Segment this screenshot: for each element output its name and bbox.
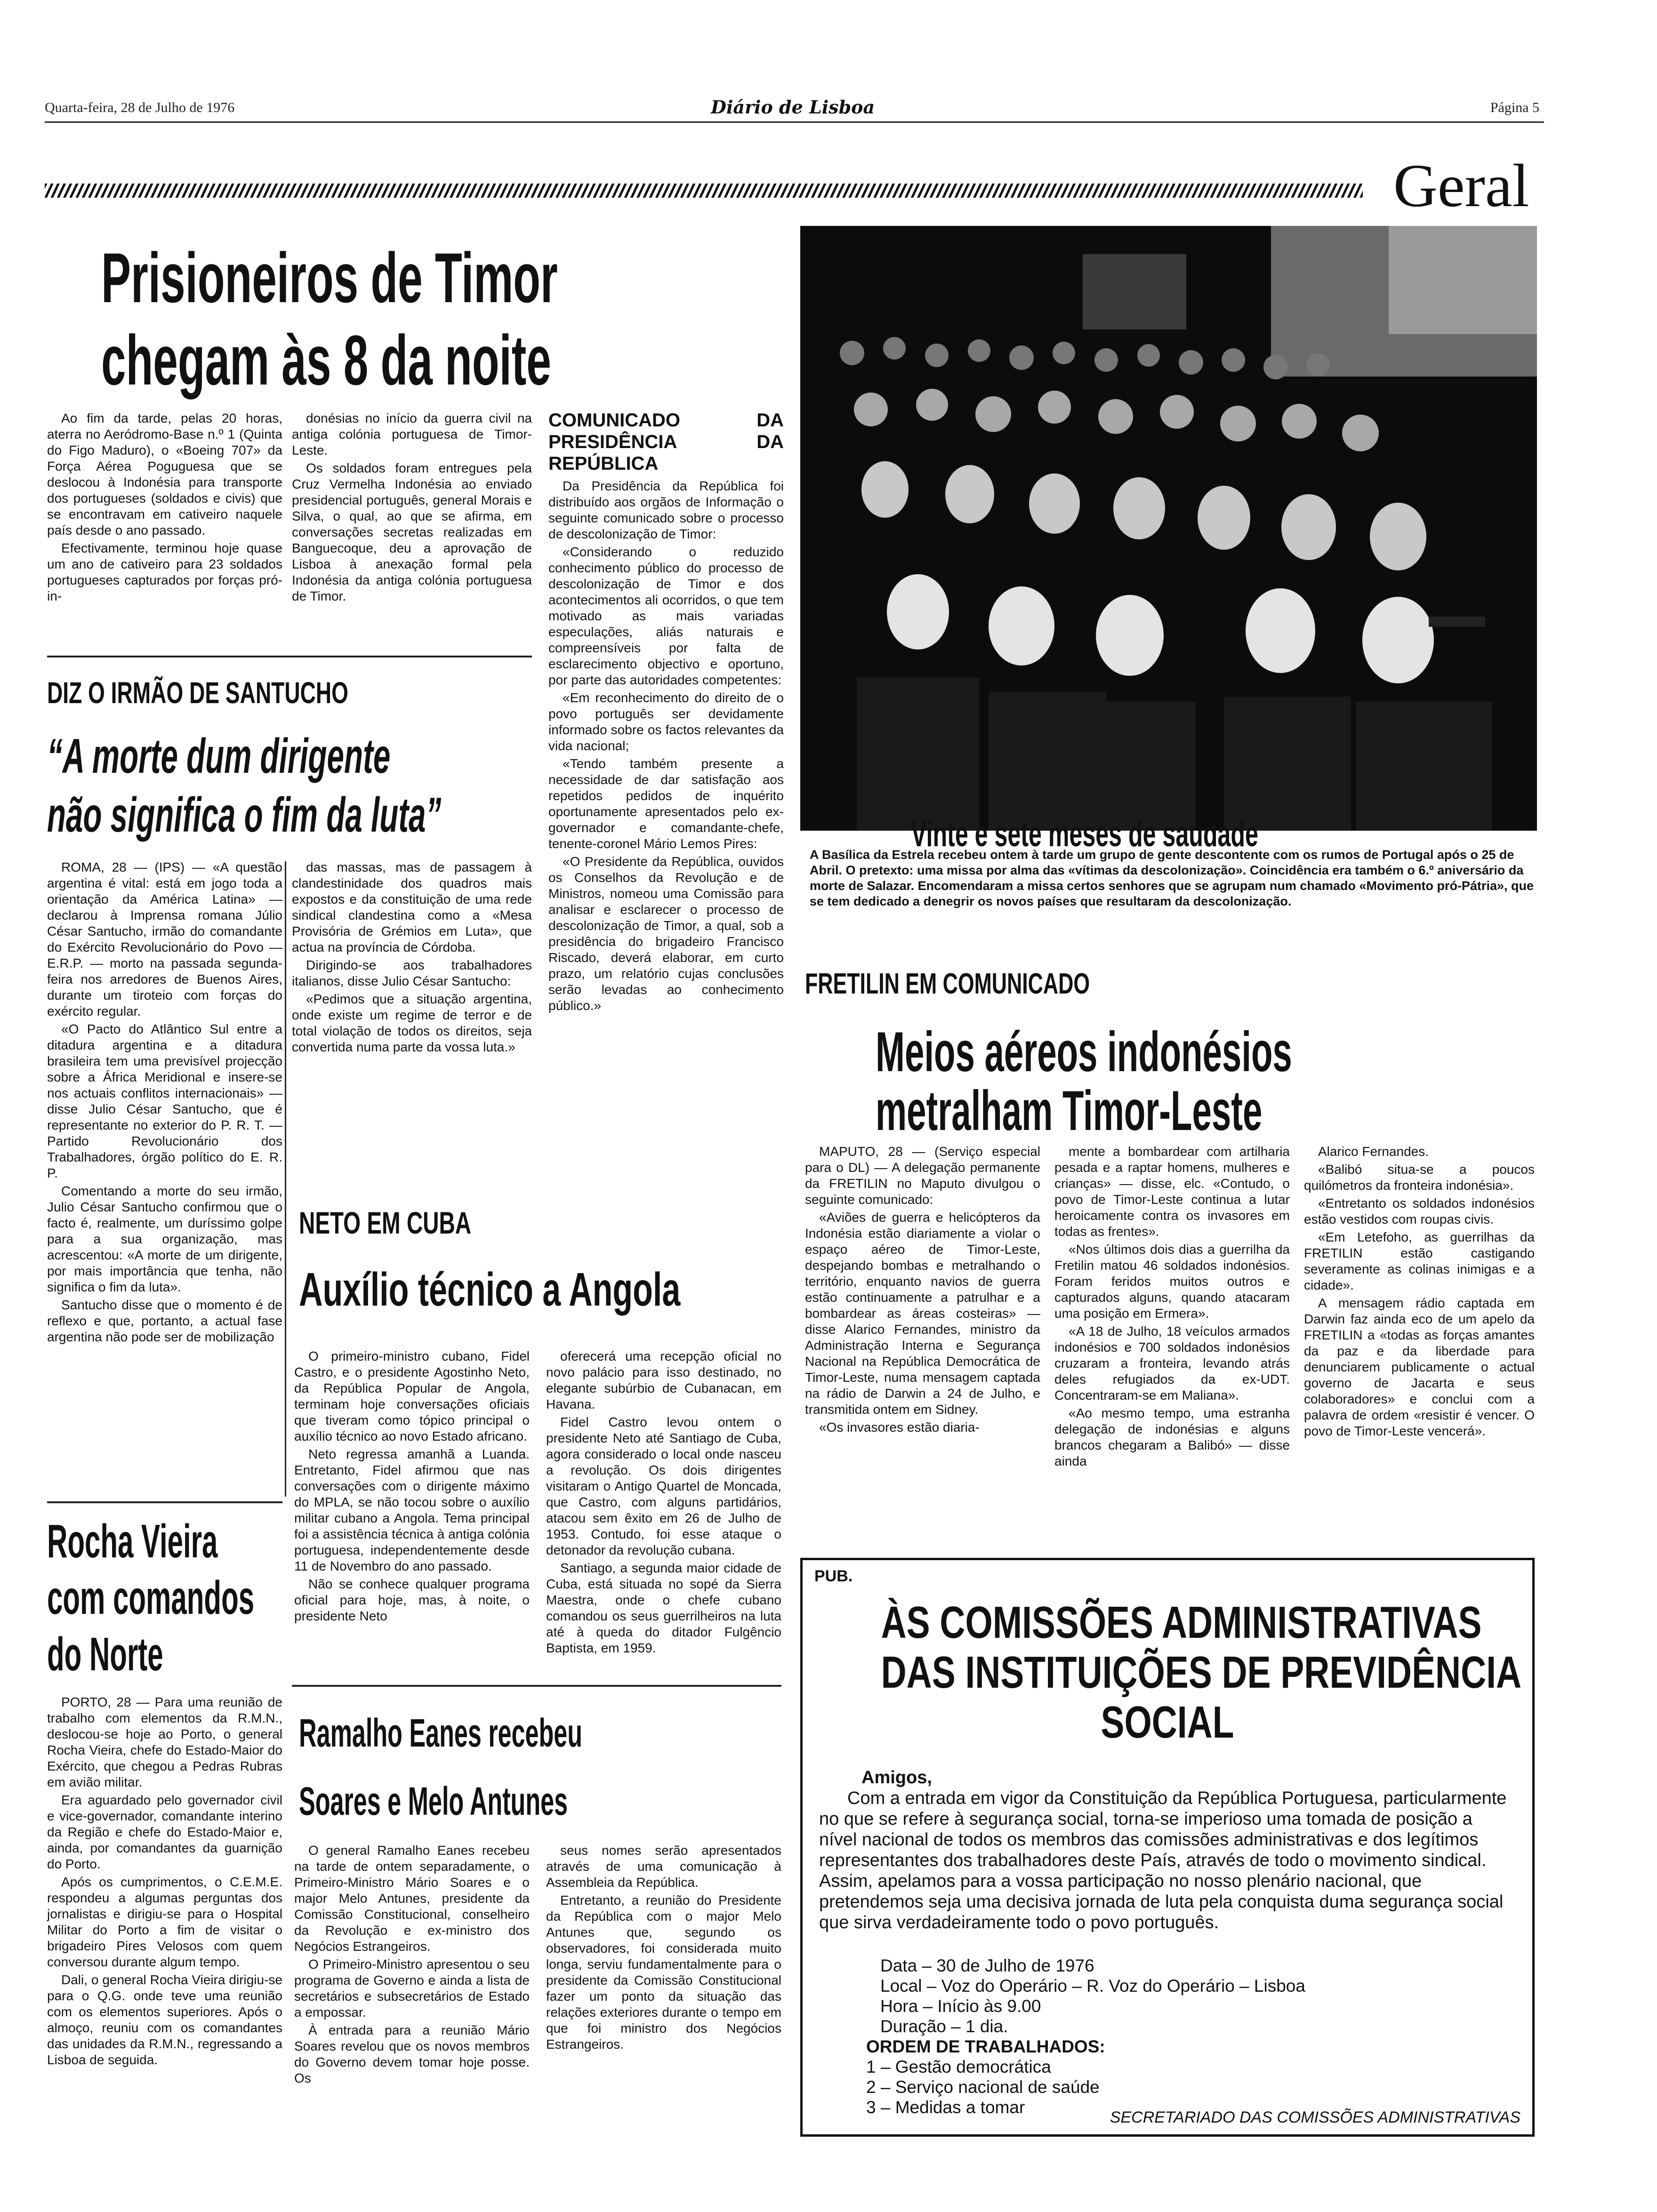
article-santucho-col1: ROMA, 28 — (IPS) — «A questão argentina é vital: está em jogo toda a orientação da América Latina» — declarou à Imprensa romana Júlio César Santucho, irmão do comandante do Exército Revolucionário do Povo — E.R.P. — morto na passada segunda-feira nos arredores de Buenos Aires, durante um tiroteio com forças do exército regular. «O Pacto do Atlântico Sul entre a ditadura argentina e a ditadura brasileira tem uma previsível projecção sobre a África Meridional e insere-se nos actuais conflitos internacionais» — disse Julio César Santucho, que é representante no exterior do P. R. T. — Partido Revolucionário dos Trabalhadores, órgão político do E. R. P. Comentando a morte do seu irmão, Julio César Santucho confirmou que o facto é, realmente, um duríssimo golpe para a sua organização, mas acrescentou: «A morte de um dirigente, por mais importância que tenha, não significa o fim da luta». Santucho disse que o momento é de reflexo e que, portanto, a actual fase argentina não pode ser de mobilização	[47, 860, 282, 1344]
headline-rocha-3: do Norte	[47, 1628, 163, 1681]
ad-title-line3: SOCIAL	[1101, 1697, 1234, 1747]
photo-basilica-crowd	[800, 226, 1537, 831]
article-rocha: PORTO, 28 — Para uma reunião de trabalho com elementos da R.M.N., deslocou-se hoje ao Porto, o general Rocha Vieira, chefe do Estado-Maior do Exército, que chegou a Pedras Rubras em avião militar. Era aguardado pelo governador civil e vice-governador, comandante interino da Região e chefe do Estado-Maior e, ainda, por comandantes da guarnição do Porto. Após os cumprimentos, o C.E.M.E. respondeu a algumas perguntas dos jornalistas e dirigiu-se para o Hospital Militar do Porto a fim de visitar o brigadeiro Pires Velosos com quem conversou durante algum tempo. Dali, o general Rocha Vieira dirigiu-se para o Q.G. onde teve uma reunião com os elementos superiores. Após o almoço, reuniu com os comandantes das unidades da R.M.N., regressando a Lisboa de seguida.	[47, 1695, 282, 2067]
headline-fretilin-2: metralham Timor-Leste	[876, 1079, 1263, 1142]
article-fretilin-col1: MAPUTO, 28 — (Serviço especial para o DL) — A delegação permanente da FRETILIN no Maputo divulgou o seguinte comunicado: «Aviões de guerra e helicópteros da Indonésia estão diariamente a violar o espaço aéreo de Timor-Leste, despejando bombas e metralhando o território, enquanto navios de guerra estão continuamente a patrulhar e a bombardear as áreas costeiras» — disse Alarico Fernandes, ministro da Administração Interna e Segurança Nacional na República Democrática de Timor-Leste, numa mensagem captada na rádio de Darwin a 24 de Julho, e transmitida ontem em Sidney. «Os invasores estão diaria-	[805, 1144, 1040, 1435]
headline-cuba: Auxílio técnico a Angola	[299, 1263, 681, 1316]
article-eanes-col2: seus nomes serão apresentados através de uma comunicação à Assembleia da República. Entretanto, a reunião do Presidente da República com o major Melo Antunes que, segundo os observadores, foi considerada muito longa, serviu fundamentalmente para o presidente da Comissão Constitucional fazer um ponto da situação das relações exteriores durante o tempo em que foi ministro dos Negócios Estrangeiros.	[546, 1843, 781, 2052]
kicker-cuba: NETO EM CUBA	[299, 1205, 472, 1240]
ad-title-line2: DAS INSTITUIÇÕES DE PREVIDÊNCIA	[881, 1647, 1522, 1698]
ad-agenda-item: 1 – Gestão democrática	[866, 2057, 1051, 2076]
section-title: Geral	[1393, 152, 1529, 220]
ad-signature: SECRETARIADO DAS COMISSÕES ADMINISTRATIVAS	[1110, 2108, 1520, 2126]
ad-date: Data – 30 de Julho de 1976	[880, 1956, 1094, 1975]
ad-details	[866, 1956, 1305, 2117]
headline-eanes-2: Soares e Melo Antunes	[299, 1779, 568, 1823]
rule-col-divider	[285, 861, 286, 1497]
section-hatch-bar	[45, 184, 1363, 198]
masthead-title: Diário de Lisboa	[706, 96, 879, 118]
photo-headline: Vinte e sete meses de saudade	[911, 814, 1258, 854]
kicker-fretilin: FRETILIN EM COMUNICADO	[805, 968, 1090, 1000]
article-fretilin-col3: Alarico Fernandes. «Balibó situa-se a poucos quilómetros da fronteira indonésia». «Entretanto os soldados indonésios estão vestidos com roupas civis. «Em Letefoho, as guerrilhas da FRETILIN estão castigando severamente as colinas inimigas e a cidade». A mensagem rádio captada em Darwin faz ainda eco de um apelo da FRETILIN a «todas as forças amantes da paz e da liberdade para denunciarem publicamente o actual governo de Jacarta e seus colaboradores» e conclui com a palavra de ordem «resistir é vencer. O povo de Timor-Leste vencerá».	[1304, 1144, 1535, 1438]
ad-title	[800, 1598, 1535, 1747]
article-prisioneiros-col2: donésias no início da guerra civil na antiga colónia portuguesa de Timor-Leste. Os soldados foram entregues pela Cruz Vermelha Indonésia ao enviado presidencial português, general Morais e Silva, o qual, ao que se afirma, em conversações secretas realizadas em Banguecoque, deu a aprovação de Lisboa à anexação formal pela Indonésia da antiga colónia portuguesa de Timor.	[292, 411, 532, 603]
ad-body	[819, 1767, 1511, 1933]
article-fretilin-col2: mente a bombardear com artilharia pesada e a raptar homens, mulheres e crianças» — disse, elc. «Contudo, o povo de Timor-Leste continua a lutar heroicamente contra os invasores em todas as frentes». «Nos últimos dois dias a guerrilha da Fretilin matou 46 soldados indonésios. Foram feridos muitos outros e capturados alguns, quando atacaram uma posição em Ermera». «A 18 de Julho, 18 veículos armados indonésios e 700 soldados indonésios cruzaram a fronteira, levando atrás deles refugiados da ex-UDT. Concentraram-se em Maliana». «Ao mesmo tempo, uma estranha delegação de indonésias e alguns brancos chegaram a Balibó» — disse ainda	[1054, 1144, 1290, 1468]
masthead-page: Página 5	[1490, 100, 1539, 115]
ad-agenda-heading: ORDEM DE TRABALHADOS:	[866, 2037, 1105, 2056]
ad-pub-tag: PUB.	[814, 1567, 853, 1585]
ad-title-line1: ÀS COMISSÕES ADMINISTRATIVAS	[881, 1597, 1482, 1648]
rule-cuba	[292, 1685, 781, 1687]
ad-duration: Duração – 1 dia.	[880, 2017, 1008, 2036]
masthead-date: Quarta-feira, 28 de Julho de 1976	[45, 100, 235, 115]
headline-eanes-1: Ramalho Eanes recebeu	[299, 1711, 583, 1755]
ad-location: Local – Voz do Operário – R. Voz do Operário – Lisboa	[880, 1976, 1305, 1996]
ad-agenda-item: 2 – Serviço nacional de saúde	[866, 2077, 1100, 2097]
kicker-santucho: DIZ O IRMÃO DE SANTUCHO	[47, 676, 348, 710]
headline-prisioneiros-2: chegam às 8 da noite	[101, 321, 551, 400]
headline-rocha-2: com comandos	[47, 1571, 255, 1624]
article-cuba-col2: oferecerá uma recepção oficial no novo palácio para isso destinado, no elegante subúrbio de Cubanacan, em Havana. Fidel Castro levou ontem o presidente Neto até Santiago de Cuba, agora considerado o local onde nasceu a revolução. Os dois dirigentes visitaram o Antigo Quartel de Moncada, que Castro, com alguns partidários, atacou sem êxito em 26 de Julho de 1953. Contudo, foi esse ataque o detonador da revolução cubana. Santiago, a segunda maior cidade de Cuba, está situada no sopé da Sierra Maestra, onde o chefe cubano comandou os seus guerrilheiros na luta até à queda do ditador Fulgêncio Baptista, em 1959.	[546, 1349, 781, 1655]
headline-rocha-1: Rocha Vieira	[47, 1515, 218, 1568]
ad-agenda-item: 3 – Medidas a tomar	[866, 2098, 1025, 2117]
photo-crowd-drawing	[800, 226, 1537, 831]
article-santucho-col2: das massas, mas de passagem à clandestinidade dos quadros mais expostos e da constituição de uma rede sindical clandestina como a «Mesa Provisória de Grémios em Luta», que actua na província de Córdoba. Dirigindo-se aos trabalhadores italianos, disse Julio César Santucho: «Pedimos que a situação argentina, onde existe um regime de terror e de total violação de todos os direitos, seja convertida numa parte da vossa luta.»	[292, 860, 532, 1054]
headline-santucho-1: “A morte dum dirigente	[47, 729, 391, 784]
comunicado-column: COMUNICADO DA PRESIDÊNCIA DA REPÚBLICA Da Presidência da República foi distribuído aos orgãos de Informação o seguinte comunicado sobre o processo de descolonização de Timor: «Considerando o reduzido conhecimento público do processo de descolonização de Timor e dos acontecimentos ali ocorridos, o que tem motivado as mais variadas especulações, aliás naturais e compreensíveis por falta de esclarecimento objectivo e oportuno, por parte das autoridades competentes: «Em reconhecimento do direito de o povo português ser devidamente informado sobre os factos relevantes da vida nacional; «Tendo também presente a necessidade de dar satisfação aos repetidos pedidos de inquérito oportunamente apresentados pelo ex-governador e comandante-chefe, tenente-coronel Mário Lemos Pires: «O Presidente da República, ouvidos os Conselhos da Revolução e de Ministros, nomeou uma Comissão para analisar e esclarecer o processo de descolonização de Timor, a qual, sob a presidência do brigadeiro Francisco Riscado, deverá elaborar, em curto prazo, um relatório cujas conclusões serão levadas ao conhecimento público.»	[548, 410, 784, 1013]
ad-body-text: Com a entrada em vigor da Constituição da República Portuguesa, particularmente no que se refere à segurança social, torna-se imperioso uma tomada de posição a nível nacional de todos os membros das comissões administrativas e dos legítimos representantes dos trabalhadores deste País, através de todo o movimento sindical. Assim, apelamos para a vossa participação no nosso plenário nacional, que pretendemos seja uma decisiva jornada de luta pela conquista duma segurança social que sirva verdadeiramente todo o povo português.	[819, 1788, 1507, 1932]
photo-caption: A Basílica da Estrela recebeu ontem à tarde um grupo de gente descontente com os rumos de Portugal após o 25 de Abril. O pretexto: uma missa por alma das «vítimas da descolonização». Coincidência era também o 6.º aniversário da morte de Salazar. Encomendaram a missa certos senhores que se agrupam num chamado «Movimento pró-Pátria», que se tem dedicado a denegrir os novos países que resultaram da descolonização.	[810, 848, 1534, 908]
ad-salutation: Amigos,	[861, 1768, 932, 1787]
rule-santucho	[47, 1501, 282, 1503]
article-cuba-col1: O primeiro-ministro cubano, Fidel Castro, e o presidente Agostinho Neto, da República Popular de Angola, terminam hoje conversações oficiais que tiveram como tópico principal o auxílio técnico ao novo Estado africano. Neto regressa amanhã a Luanda. Entretanto, Fidel afirmou que nas conversações com o dirigente máximo do MPLA, se não tocou sobre o auxílio militar cubano a Angola. Tema principal foi a assistência técnica à antiga colónia portuguesa, independentemente desde 11 de Novembro do ano passado. Não se conhece qualquer programa oficial para hoje, mas, à noite, o presidente Neto	[294, 1349, 530, 1623]
ad-time: Hora – Início às 9.00	[880, 1996, 1041, 2016]
headline-fretilin-1: Meios aéreos indonésios	[876, 1020, 1292, 1083]
rule-art1	[47, 656, 532, 657]
comunicado-heading: COMUNICADO DA PRESIDÊNCIA DA REPÚBLICA	[548, 410, 784, 474]
article-prisioneiros-col1: Ao fim da tarde, pelas 20 horas, aterra no Aeródromo-Base n.º 1 (Quinta do Figo Maduro), o «Boeing 707» da Força Aérea Poguguesa que se deslocou à Indonésia para transporte dos portugueses (soldados e civis) que se encontravam em cativeiro naquele país desde o ano passado. Efectivamente, terminou hoje quase um ano de cativeiro para 23 soldados portugueses capturados por forças pró-in-	[47, 411, 282, 603]
headline-prisioneiros-1: Prisioneiros de Timor	[101, 238, 558, 317]
masthead-rule	[45, 121, 1544, 123]
headline-santucho-2: não significa o fim da luta”	[47, 788, 442, 842]
article-eanes-col1: O general Ramalho Eanes recebeu na tarde de ontem separadamente, o Primeiro-Ministro Mário Soares e o major Melo Antunes, presidente da Comissão Constitucional, conselheiro da Revolução e ex-ministro dos Negócios Estrangeiros. O Primeiro-Ministro apresentou o seu programa de Governo e ainda a lista de secretários e subsecretários de Estado a empossar. À entrada para a reunião Mário Soares revelou que os novos membros do Governo devem tomar hoje posse. Os	[294, 1843, 530, 2085]
